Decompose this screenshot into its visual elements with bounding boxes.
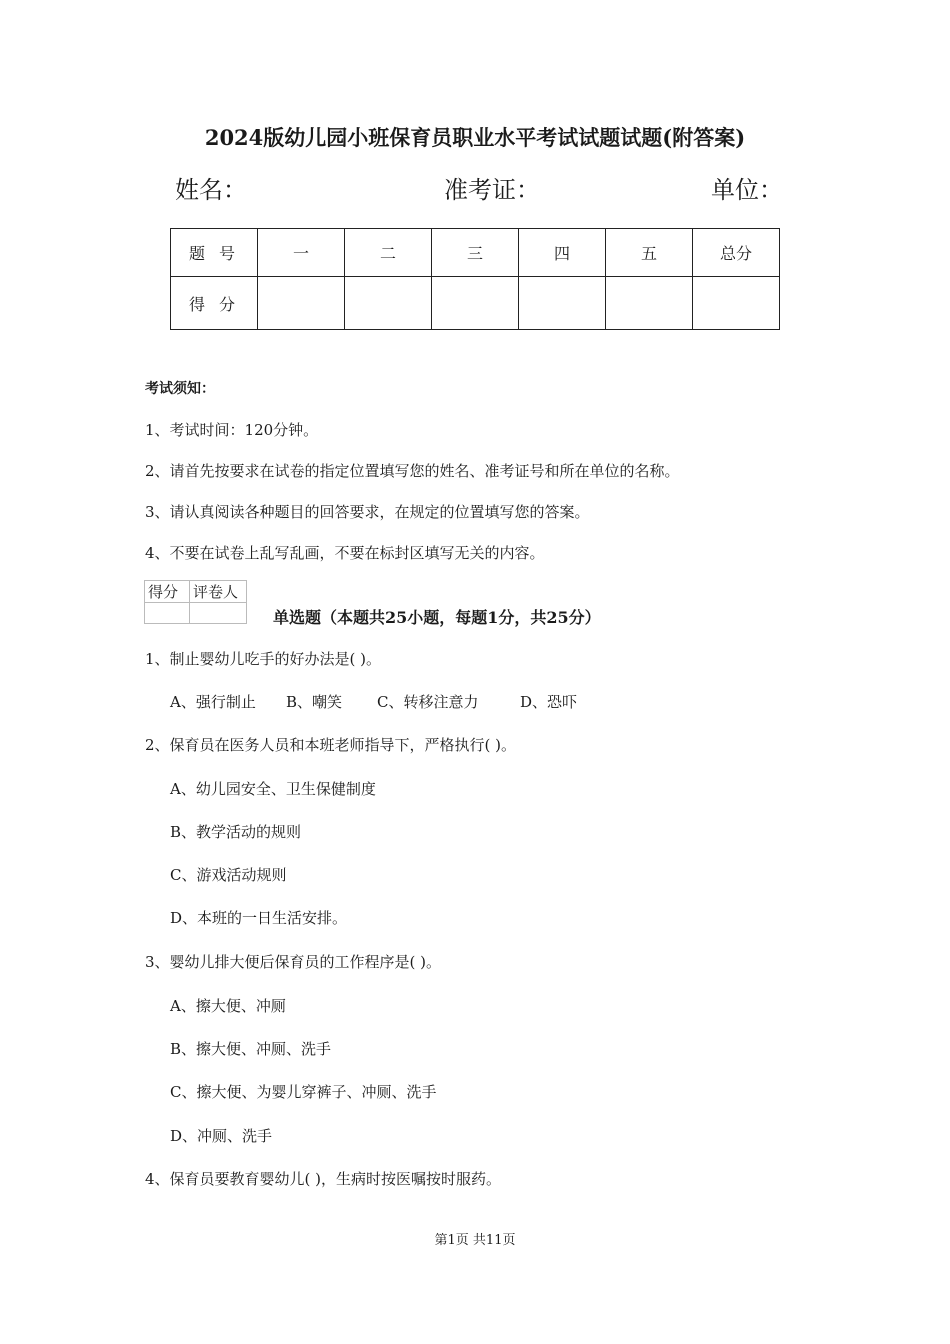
score-cell — [258, 277, 345, 330]
exam-id-field-label: 准考证： — [444, 176, 540, 204]
notice-item: 2、请首先按要求在试卷的指定位置填写您的姓名、准考证号和所在单位的名称。 — [145, 462, 680, 480]
unit-field-label: 单位： — [711, 176, 783, 204]
notice-heading: 考试须知： — [145, 381, 215, 397]
score-table-row-label-score: 得分 — [171, 277, 258, 330]
page-footer: 第1页 共11页 — [434, 1233, 516, 1248]
score-table-header-total: 总分 — [693, 229, 780, 277]
option: B、教学活动的规则 — [170, 823, 302, 841]
question-stem: 3、婴幼儿排大便后保育员的工作程序是( )。 — [145, 953, 442, 971]
option: A、擦大便、冲厕 — [170, 997, 286, 1015]
score-table-header-3: 三 — [432, 229, 519, 277]
page-title: 2024版幼儿园小班保育员职业水平考试试题试题(附答案) — [204, 125, 746, 150]
grader-reviewer-label: 评卷人 — [190, 581, 247, 603]
score-cell — [432, 277, 519, 330]
score-cell — [345, 277, 432, 330]
grader-reviewer-cell — [190, 603, 247, 624]
question-options-row — [170, 691, 577, 712]
question-stem: 1、制止婴幼儿吃手的好办法是( )。 — [145, 650, 382, 668]
option: A、强行制止 — [170, 693, 256, 711]
option: C、转移注意力 — [377, 693, 479, 711]
question-stem: 2、保育员在医务人员和本班老师指导下，严格执行( )。 — [145, 736, 517, 754]
score-table-header-4: 四 — [519, 229, 606, 277]
notice-item: 4、不要在试卷上乱写乱画，不要在标封区填写无关的内容。 — [145, 544, 545, 562]
score-table-row-label-number: 题号 — [171, 229, 258, 277]
option: B、擦大便、冲厕、洗手 — [170, 1040, 332, 1058]
grader-box — [144, 580, 247, 624]
score-cell — [606, 277, 693, 330]
grader-score-cell — [145, 603, 190, 624]
score-cell — [519, 277, 606, 330]
option: C、游戏活动规则 — [170, 866, 287, 884]
score-table-header-1: 一 — [258, 229, 345, 277]
option: B、嘲笑 — [286, 693, 343, 711]
notice-item: 3、请认真阅读各种题目的回答要求，在规定的位置填写您的答案。 — [145, 503, 590, 521]
name-field-label: 姓名： — [175, 176, 247, 204]
notice-item: 1、考试时间：120分钟。 — [145, 421, 319, 439]
option: C、擦大便、为婴儿穿裤子、冲厕、洗手 — [170, 1083, 437, 1101]
score-table — [170, 228, 780, 330]
grader-score-label: 得分 — [145, 581, 190, 603]
option: D、恐吓 — [520, 693, 578, 711]
score-table-header-2: 二 — [345, 229, 432, 277]
score-cell — [693, 277, 780, 330]
question-stem: 4、保育员要教育婴幼儿( )，生病时按医嘱按时服药。 — [145, 1170, 502, 1188]
score-table-header-5: 五 — [606, 229, 693, 277]
section-title: 单选题（本题共25小题，每题1分，共25分） — [273, 608, 601, 627]
option: D、冲厕、洗手 — [170, 1127, 273, 1145]
option: D、本班的一日生活安排。 — [170, 909, 348, 927]
option: A、幼儿园安全、卫生保健制度 — [170, 780, 376, 798]
